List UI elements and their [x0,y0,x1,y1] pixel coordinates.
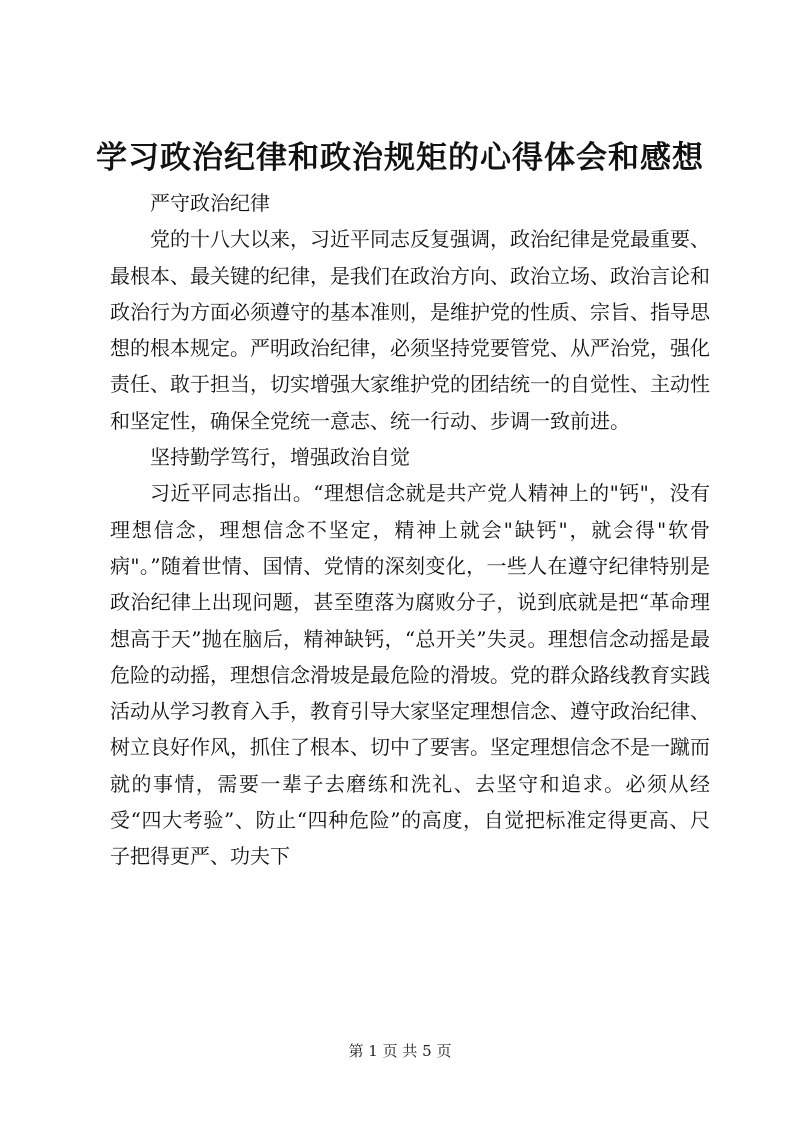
body-paragraph: 党的十八大以来，习近平同志反复强调，政治纪律是党最重要、最根本、最关键的纪律，是我们在政治方向、政治立场、政治言论和政治行为方面必须遵守的基本准则，是维护党的性质、宗旨、指导思想的根本规定。严明政治纪律，必须坚持党要管党、从严治党，强化责任、敢于担当，切实增强大家维护党的团结统一的自觉性、主动性和坚定性，确保全党统一意志、统一行动、步调一致前进。 [110,227,710,433]
document-title: 学习政治纪律和政治规矩的心得体会和感想 [96,140,704,176]
page-number-footer: 第 1 页 共 5 页 [348,1042,452,1060]
section-heading: 坚持勤学笃行，增强政治自觉 [150,445,410,470]
body-paragraph: 习近平同志指出。“理想信念就是共产党人精神上的"钙"，没有理想信念，理想信念不坚定，精神上就会"缺钙"，就会得"软骨病"。”随着世情、国情、党情的深刻变化，一些人在遵守纪律特别是政治纪律上出现问题，甚至堕落为腐败分子，说到底就是把“革命理想高于天”抛在脑后，精神缺钙，“总开关”失灵。理想信念动摇是最危险的动摇，理想信念滑坡是最危险的滑坡。党的群众路线教育实践活动从学习教育入手，教育引导大家坚定理想信念、遵守政治纪律、树立良好作风，抓住了根本、切中了要害。坚定理想信念不是一蹴而就的事情，需要一辈子去磨练和洗礼、去坚守和追求。必须从经受“四大考验”、防止“四种危险”的高度，自觉把标准定得更高、尺子把得更严、功夫下 [110,481,710,869]
document-body [110,185,710,875]
section-heading: 严守政治纪律 [150,191,270,215]
